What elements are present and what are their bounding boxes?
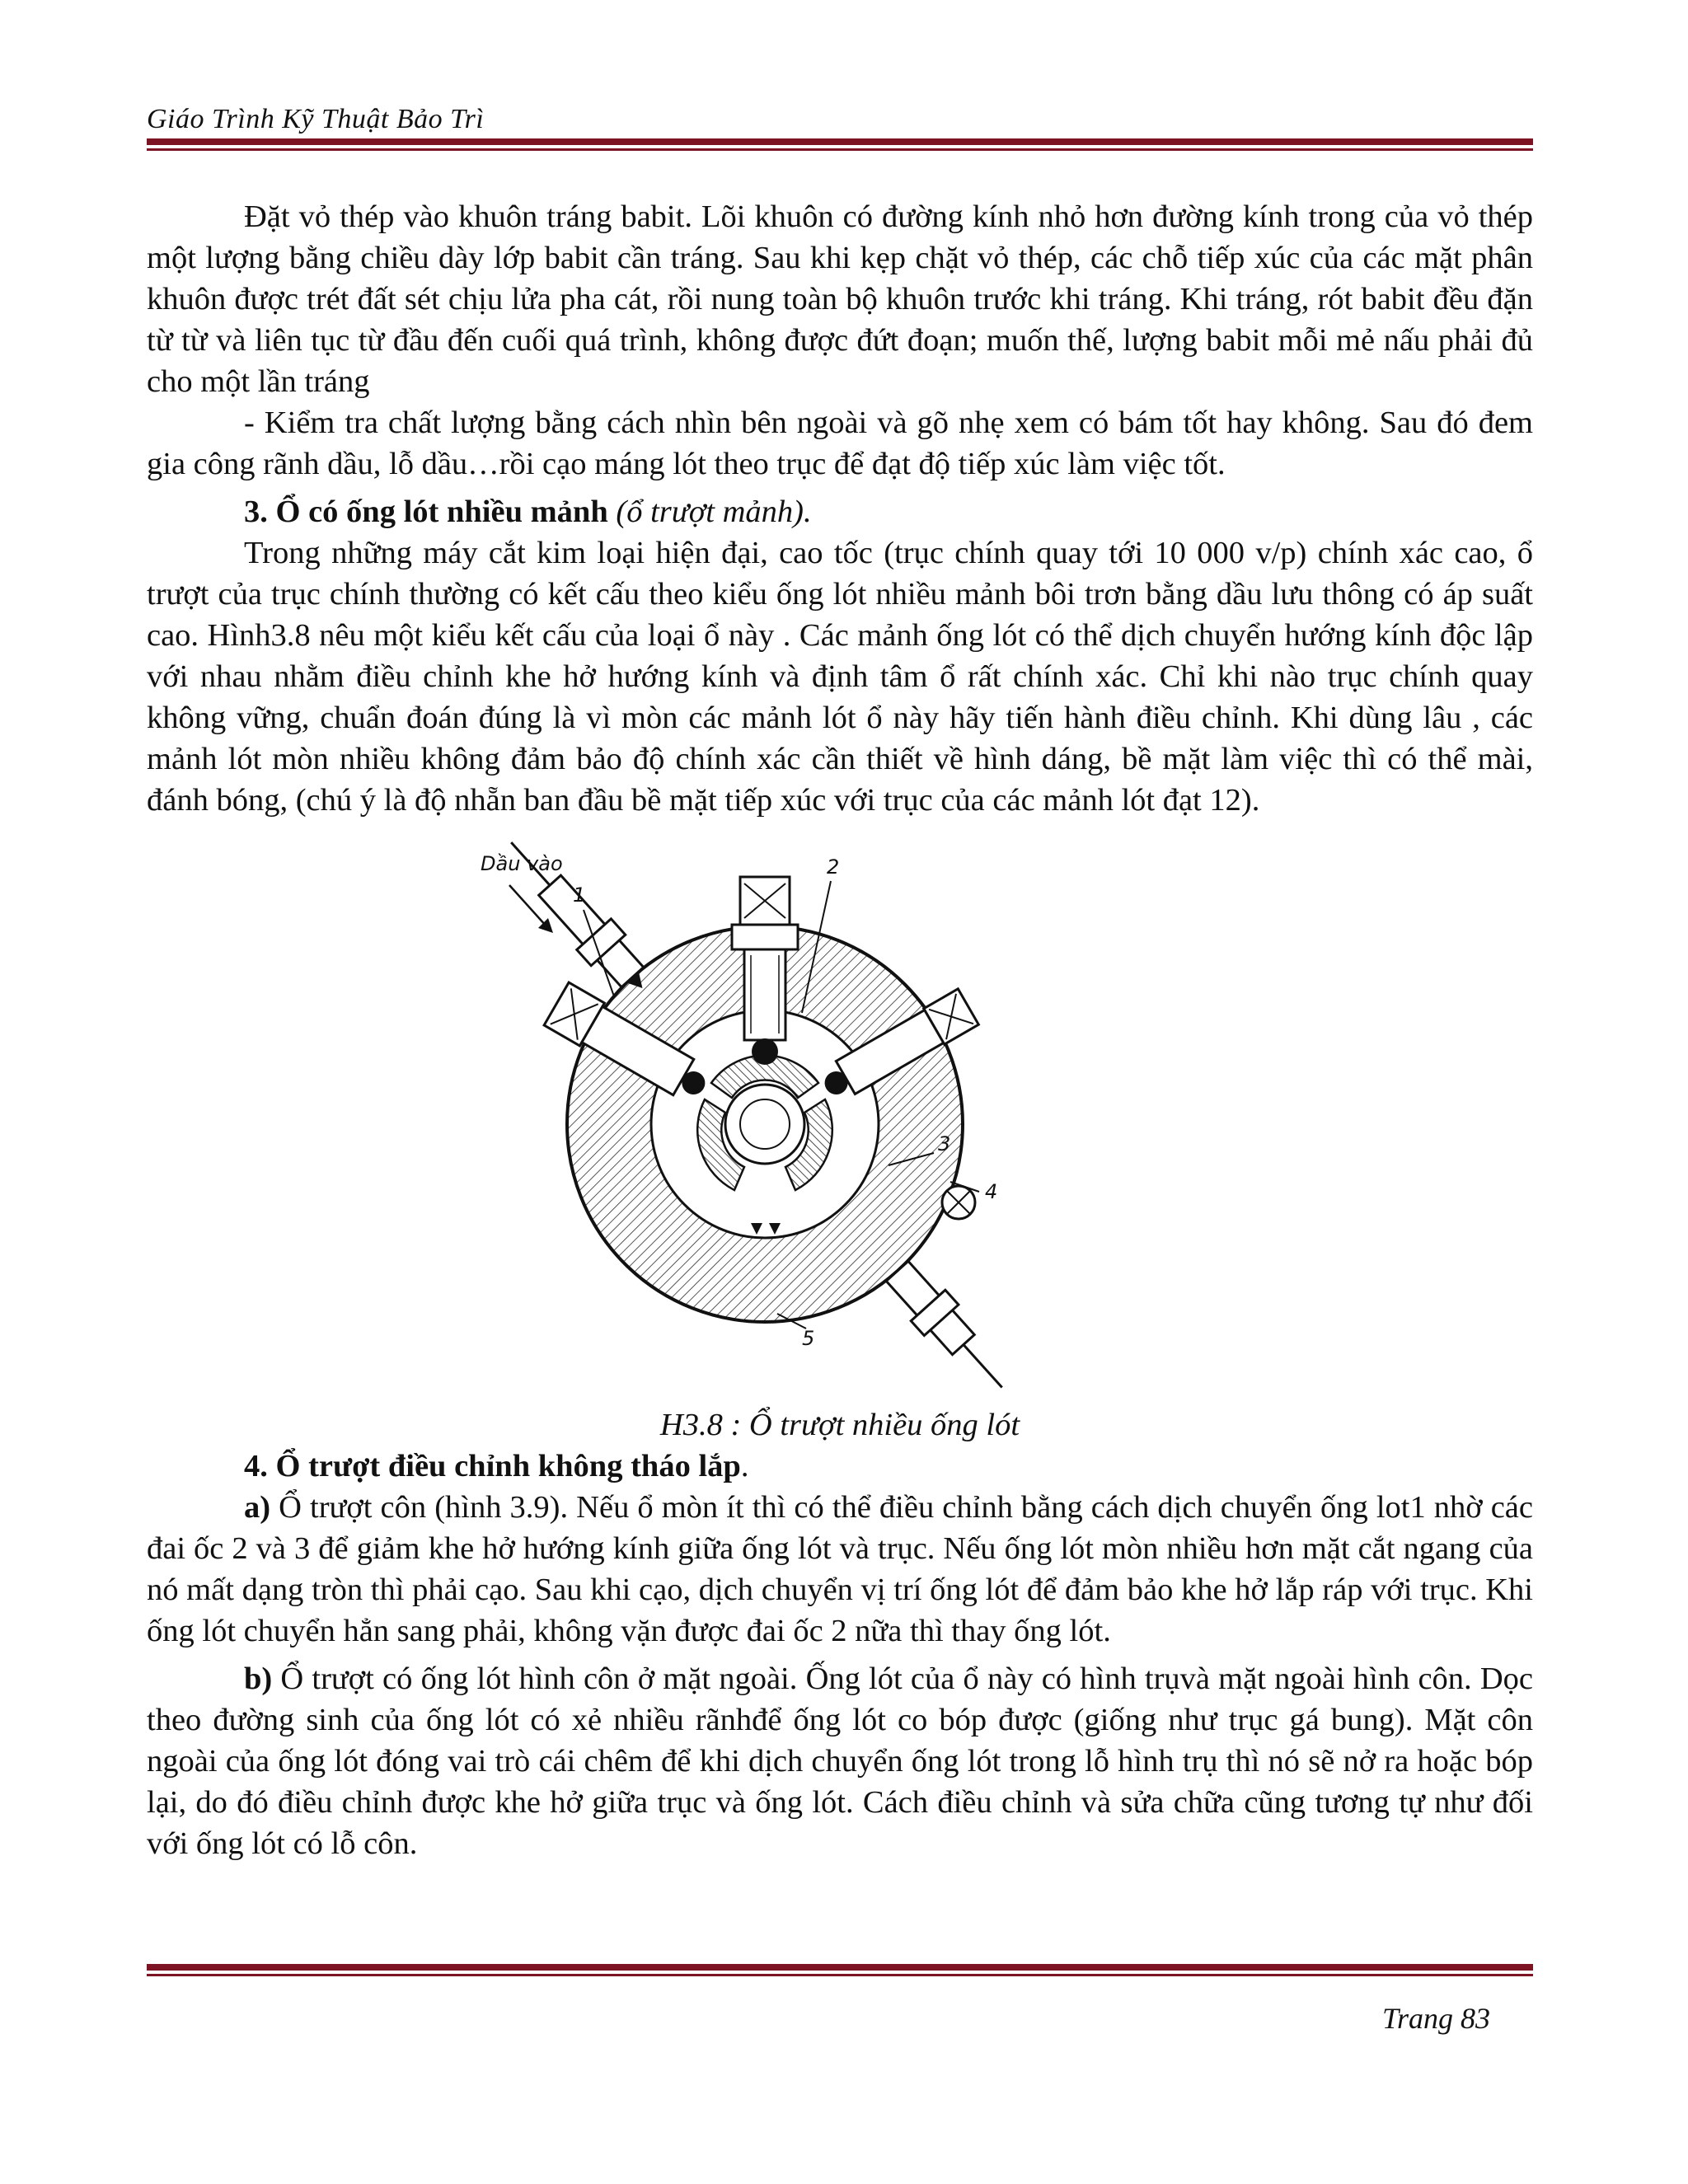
- main-content: [147, 196, 1533, 1864]
- figure-label-5: 5: [802, 1327, 815, 1350]
- paragraph-babbitt-casting: Đặt vỏ thép vào khuôn tráng babit. Lõi khuôn có đường kính nhỏ hơn đường kính trong của vỏ thép một lượng bằng chiều dày lớp babit cần tráng. Sau khi kẹp chặt vỏ thép, các chỗ tiếp xúc của các mặt phân khuôn được trét đất sét chịu lửa pha cát, rồi nung toàn bộ khuôn trước khi tráng. Khi tráng, rót babit đều đặn từ từ và liên tục từ đầu đến cuối quá trình, không được đứt đoạn; muốn thế, lượng babit mỗi mẻ nấu phải đủ cho một lần tráng: [147, 199, 1533, 399]
- header-rule-thick: [147, 138, 1533, 145]
- item-b-text: Ổ trượt có ống lót hình côn ở mặt ngoài. Ống lót của ổ này có hình trụvà mặt ngoài hình côn. Dọc theo đường sinh của ống lót có xẻ nhiều rãnhđể ống lót co bóp được (giống như trục gá bung). Mặt côn ngoài của ống lót đóng vai trò cái chêm để khi dịch chuyển ống lót trong lỗ hình trụ thì nó sẽ nở ra hoặc bóp lại, do đó điều chỉnh được khe hở giữa trục và ống lót. Cách điều chỉnh và sửa chữa cũng tương tự như đối với ống lót có lỗ côn.: [147, 1661, 1533, 1861]
- section-heading-3-italic: (ổ trượt mảnh).: [607, 494, 812, 529]
- section-heading-4-tail: .: [740, 1449, 749, 1483]
- paragraph-item-a: [147, 1487, 1533, 1652]
- item-a-text: Ổ trượt côn (hình 3.9). Nếu ổ mòn ít thì có thể điều chỉnh bằng cách dịch chuyển ống lot1 nhờ các đai ốc 2 và 3 để giảm khe hở hướng kính giữa ống lót và trục. Nếu ống lót mòn nhiều hơn mặt cắt ngang của nó mất dạng tròn thì phải cạo. Sau khi cạo, dịch chuyển vị trí ống lót để đảm bảo khe hở lắp ráp với trục. Khi ống lót chuyển hẳn sang phải, không vặn được đai ốc 2 nữa thì thay ống lót.: [147, 1490, 1533, 1648]
- paragraph-item-b: [147, 1658, 1533, 1864]
- figure-label-3: 3: [938, 1132, 951, 1155]
- footer-rule-thick: [147, 1964, 1533, 1971]
- section-heading-4-bold: 4. Ổ trượt điều chỉnh không tháo lắp: [244, 1449, 741, 1483]
- section-heading-3: [147, 491, 1533, 532]
- section-heading-4: [147, 1446, 1533, 1487]
- paragraph-quality-check: - Kiểm tra chất lượng bằng cách nhìn bên ngoài và gõ nhẹ xem có bám tốt hay không. Sau đó đem gia công rãnh dầu, lỗ dầu…rồi cạo máng lót theo trục để đạt độ tiếp xúc làm việc tốt.: [147, 405, 1533, 481]
- header-rule-thin: [147, 148, 1533, 151]
- figure-label-oil-in: Dầu vào: [481, 852, 563, 875]
- figure-multi-pad-bearing: [472, 836, 1066, 1404]
- item-b-marker: b): [244, 1661, 273, 1696]
- figure-label-1: 1: [573, 883, 586, 907]
- section-heading-3-bold: 3. Ổ có ống lót nhiều mảnh: [244, 494, 608, 529]
- figure-label-2: 2: [827, 855, 840, 879]
- figure-caption: H3.8 : Ổ trượt nhiều ống lót: [659, 1408, 1020, 1442]
- page-header-title: Giáo Trình Kỹ Thuật Bảo Trì: [147, 104, 485, 134]
- item-a-marker: a): [244, 1490, 271, 1525]
- page-number: Trang 83: [1381, 2002, 1490, 2035]
- footer-rule-thin: [147, 1974, 1533, 1976]
- figure-label-4: 4: [985, 1180, 998, 1203]
- paragraph-multi-segment-bearing: Trong những máy cắt kim loại hiện đại, cao tốc (trục chính quay tới 10 000 v/p) chính xác cao, ổ trượt của trục chính thường có kết cấu theo kiểu ống lót nhiều mảnh bôi trơn bằng dầu lưu thông có áp suất cao. Hình3.8 nêu một kiểu kết cấu của loại ổ này . Các mảnh ống lót có thể dịch chuyển hướng kính độc lập với nhau nhằm điều chỉnh khe hở hướng kính và định tâm ổ rất chính xác. Chỉ khi nào trục chính quay không vững, chuẩn đoán đúng là vì mòn các mảnh lót ổ này hãy tiến hành điều chỉnh. Khi dùng lâu , các mảnh lót mòn nhiều không đảm bảo độ chính xác cần thiết về hình dáng, bề mặt làm việc thì có thể mài, đánh bóng, (chú ý là độ nhẵn ban đầu bề mặt tiếp xúc với trục của các mảnh lót đạt 12).: [147, 536, 1533, 818]
